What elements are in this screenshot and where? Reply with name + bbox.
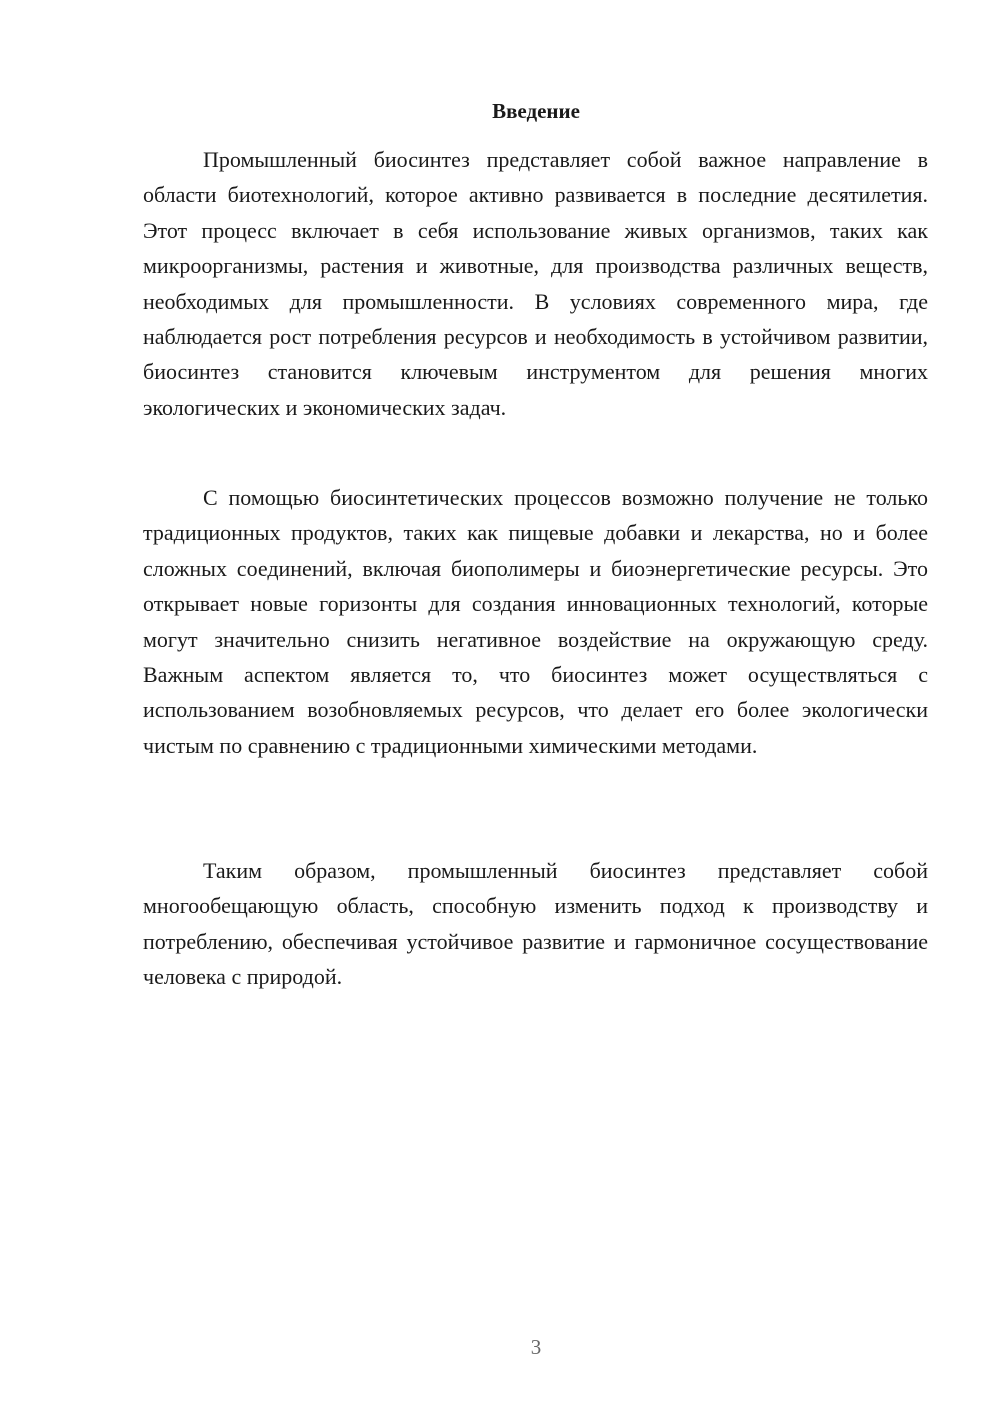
paragraph-1-block xyxy=(143,142,928,425)
paragraph-3-block xyxy=(143,853,928,995)
page-number: 3 xyxy=(530,1335,542,1359)
section-heading: Введение xyxy=(492,99,580,123)
paragraph-2-block xyxy=(143,480,928,763)
paragraph: Таким образом, промышленный биосинтез представляет собой многообещающую область, способную изменить подход к производству и потреблению, обеспечивая устойчивое развитие и гармоничное сосуществование человека с природой. xyxy=(143,858,928,990)
paragraph: С помощью биосинтетических процессов возможно получение не только традиционных продуктов, таких как пищевые добавки и лекарства, но и более сложных соединений, включая биополимеры и биоэнергетические ресурсы. Это открывает новые горизонты для создания инновационных технологий, которые могут значительно снизить негативное воздействие на окружающую среду. Важным аспектом является то, что биосинтез может осуществляться с использованием возобновляемых ресурсов, что делает его более экологически чистым по сравнению с традиционными химическими методами. xyxy=(143,485,928,758)
paragraph: Промышленный биосинтез представляет собой важное направление в области биотехнологий, которое активно развивается в последние десятилетия. Этот процесс включает в себя использование живых организмов, таких как микроорганизмы, растения и животные, для производства различных веществ, необходимых для промышленности. В условиях современного мира, где наблюдается рост потребления ресурсов и необходимость в устойчивом развитии, биосинтез становится ключевым инструментом для решения многих экологических и экономических задач. xyxy=(143,147,928,420)
